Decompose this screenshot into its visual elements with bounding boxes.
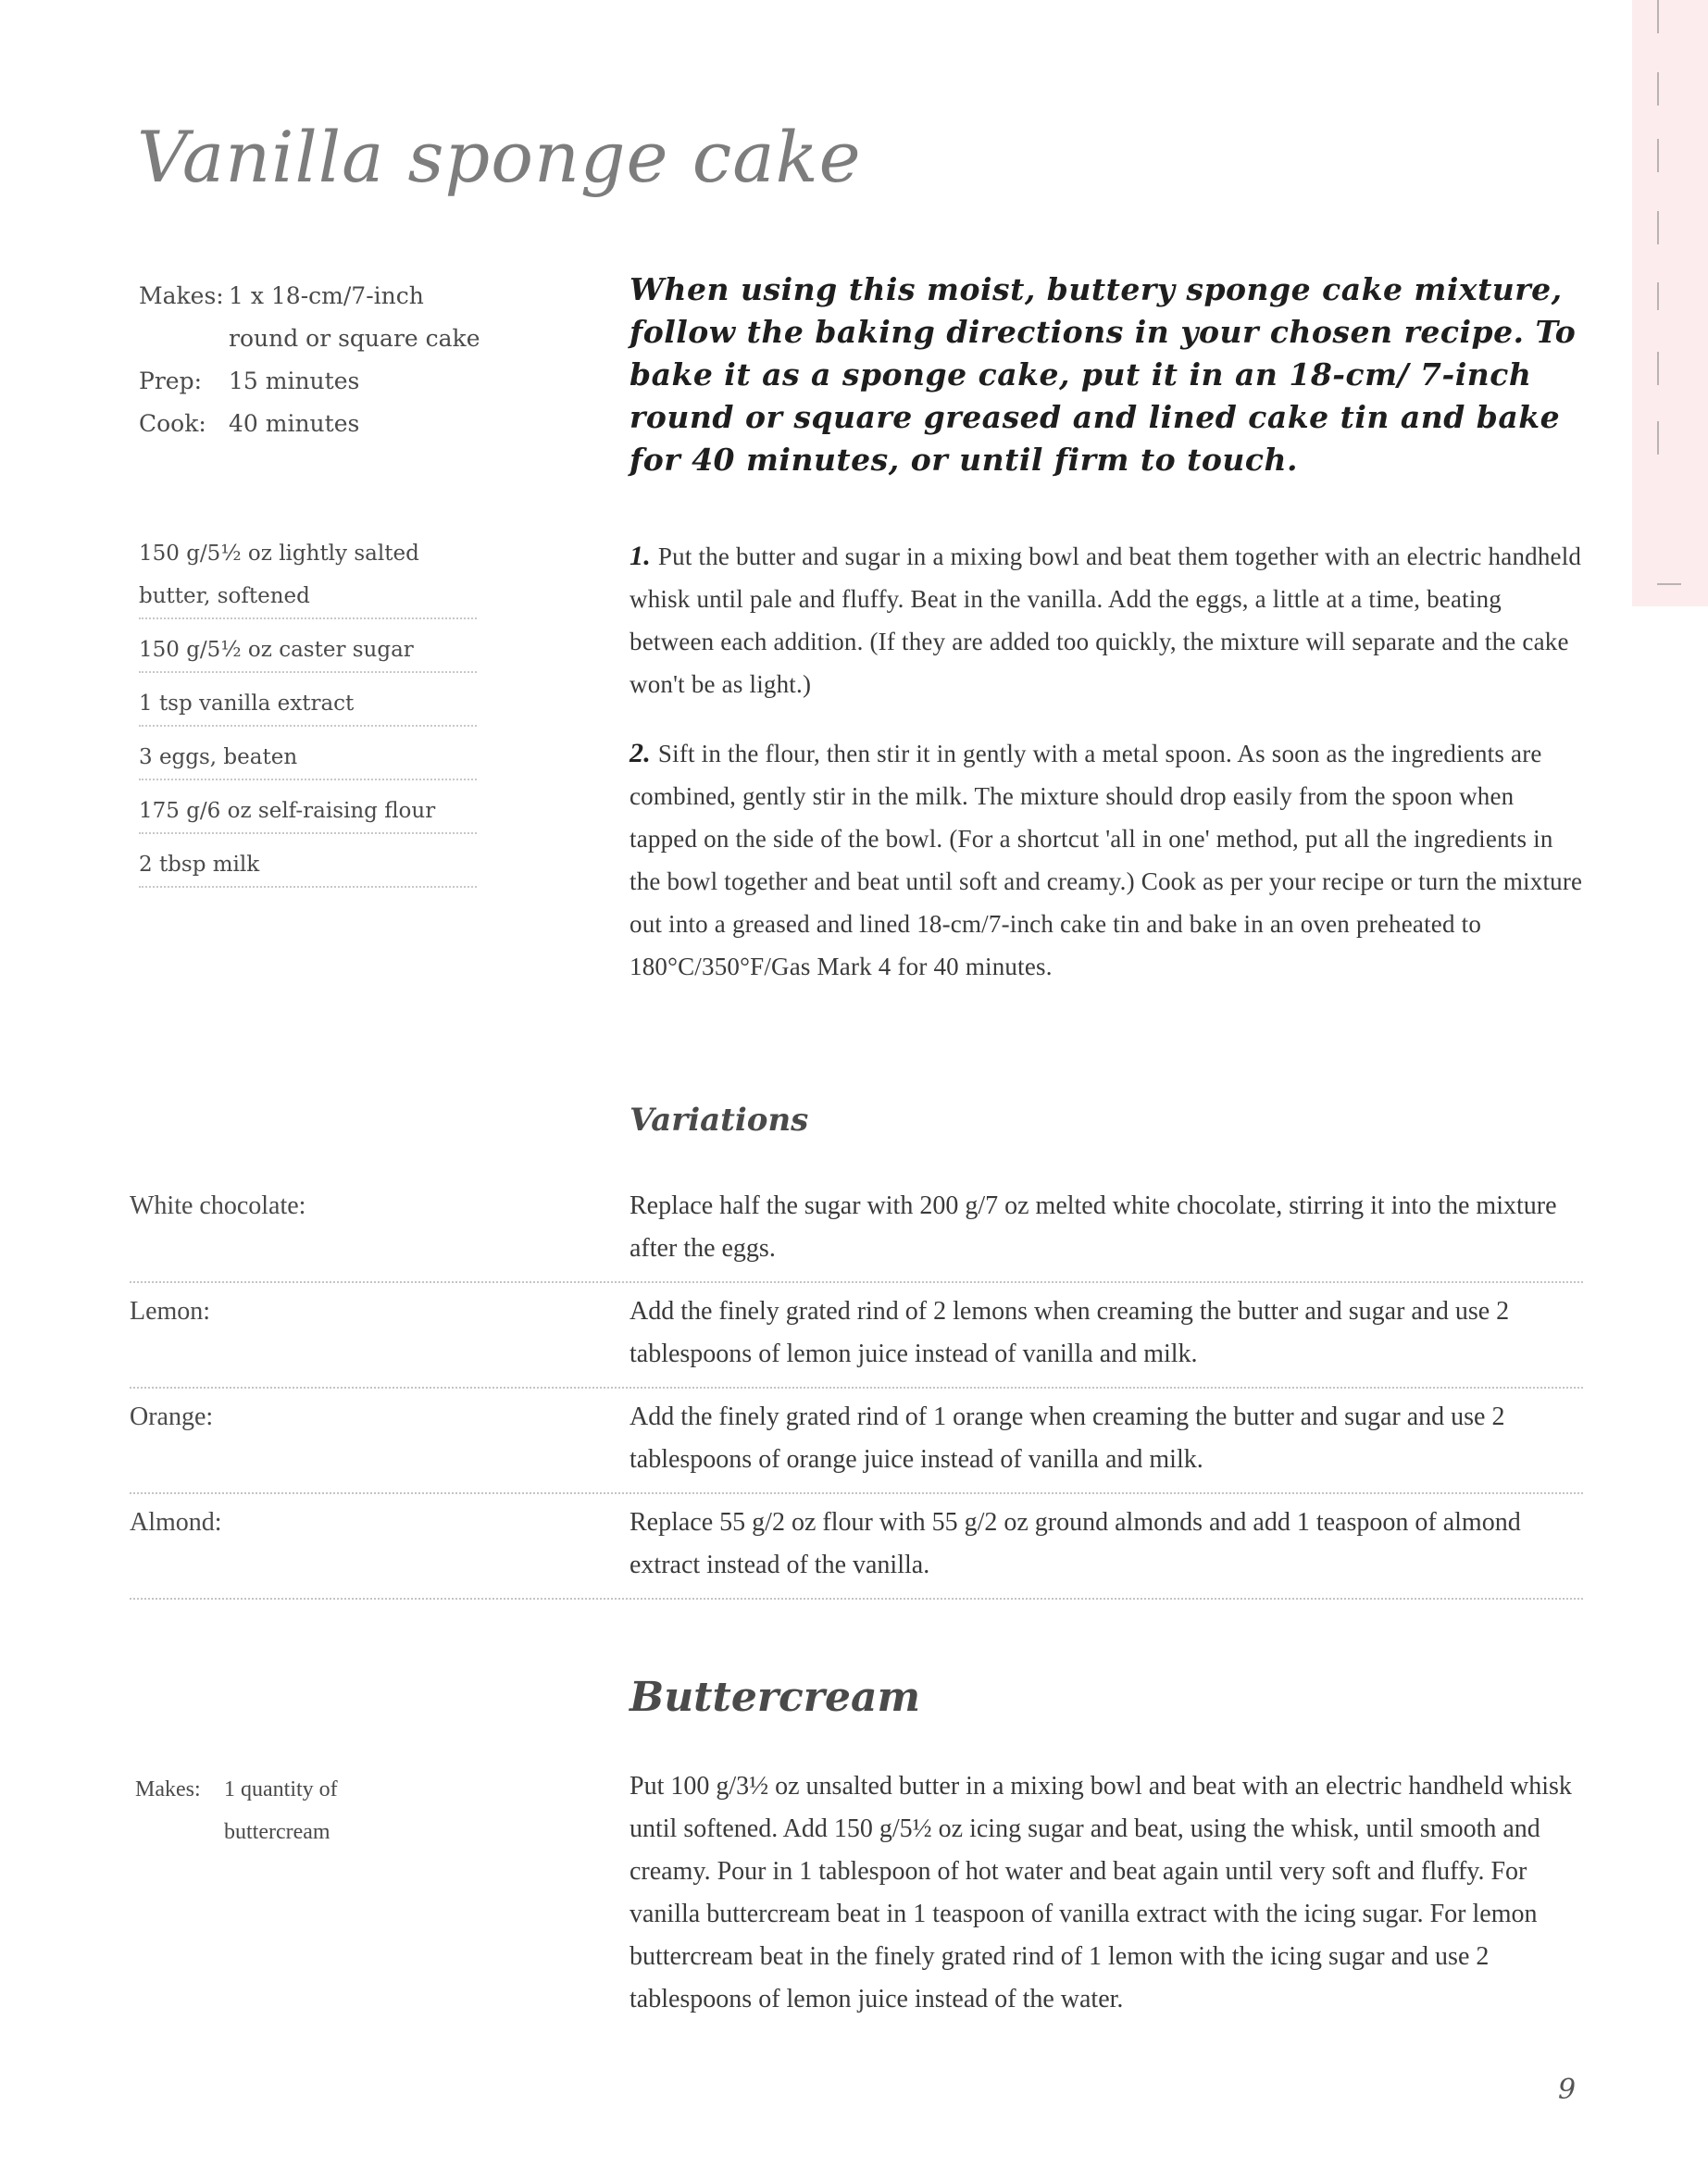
- variation-text: Replace half the sugar with 200 g/7 oz melted white chocolate, stirring it into the mixture after the eggs.: [630, 1191, 1557, 1263]
- meta-row: [139, 318, 480, 360]
- meta-row: [139, 360, 480, 403]
- page-number: 9: [1558, 2074, 1577, 2106]
- recipe-meta: [139, 275, 480, 445]
- meta-value: 15 minutes: [229, 368, 360, 394]
- meta-row: [135, 1768, 338, 1811]
- buttercream-heading: Buttercream: [630, 1674, 921, 1721]
- variations-heading: Variations: [630, 1102, 809, 1139]
- step-text: Put the butter and sugar in a mixing bowl and beat them together with an electric handheld whisk until pale and fluffy. Beat in the vanilla. Add the eggs, a little at a time, beating between each addition. (If they are added too quickly, the mixture will separate and the cake won't be as light.): [630, 542, 1582, 698]
- ingredient-item: 2 tbsp milk: [139, 834, 477, 888]
- ingredient-item: 3 eggs, beaten: [139, 727, 477, 780]
- variation-row: [130, 1178, 1583, 1283]
- buttercream-method: Put 100 g/3½ oz unsalted butter in a mixing bowl and beat with an electric handheld whisk until softened. Add 150 g/5½ oz icing sugar and beat, using the whisk, until smooth and creamy. Pour in 1 tablespoon of hot water and beat again until very soft and fluffy. For vanilla buttercream beat in 1 teaspoon of vanilla extract with the icing sugar. For lemon buttercream beat in the finely grated rind of 1 lemon with the icing sugar and use 2 tablespoons of lemon juice instead of the water.: [630, 1772, 1572, 2013]
- method-step: [630, 732, 1583, 988]
- meta-value: round or square cake: [229, 325, 480, 352]
- buttercream-meta: [135, 1768, 338, 1853]
- meta-value: 40 minutes: [229, 410, 360, 437]
- variation-row: [130, 1283, 1583, 1389]
- method-step: [630, 535, 1583, 705]
- variation-label: Lemon:: [130, 1297, 211, 1326]
- meta-label: [135, 1811, 224, 1853]
- tab-tick-foot: [1657, 583, 1681, 585]
- tab-tick-mark: [1657, 139, 1659, 172]
- variation-row: [130, 1494, 1583, 1600]
- variation-row: [130, 1389, 1583, 1494]
- ingredient-item: 175 g/6 oz self-raising flour: [139, 780, 477, 834]
- tab-tick-mark: [1657, 352, 1659, 385]
- variation-label: Almond:: [130, 1508, 222, 1537]
- step-number: 2.: [630, 738, 651, 768]
- ingredient-item: 1 tsp vanilla extract: [139, 673, 477, 727]
- ingredient-item: 150 g/5½ oz lightly salted butter, softened: [139, 532, 477, 619]
- step-text: Sift in the flour, then stir it in gently with a metal spoon. As soon as the ingredients are combined, gently stir in the milk. The mixture should drop easily from the spoon when tapped on the side of the bowl. (For a shortcut 'all in one' method, put all the ingredients in the bowl together and beat until soft and creamy.) Cook as per your recipe or turn the mixture out into a greased and lined 18-cm/7-inch cake tin and bake in an oven preheated to 180°C/350°F/Gas Mark 4 for 40 minutes.: [630, 740, 1583, 980]
- recipe-intro: When using this moist, buttery sponge cake mixture, follow the baking directions in your chosen recipe. To bake it as a sponge cake, put it in an 18-cm/ 7-inch round or square greased and lined cake tin and bake for 40 minutes, or until firm to touch.: [630, 271, 1577, 478]
- meta-label: Prep:: [139, 368, 202, 394]
- tab-tick-mark: [1657, 0, 1659, 33]
- variation-text: Replace 55 g/2 oz flour with 55 g/2 oz ground almonds and add 1 teaspoon of almond extract instead of the vanilla.: [630, 1508, 1521, 1579]
- meta-label: Makes:: [135, 1777, 201, 1801]
- meta-label: [139, 318, 229, 360]
- page-title: Vanilla sponge cake: [137, 116, 862, 198]
- ingredient-list: [139, 532, 477, 888]
- meta-value: 1 x 18-cm/7-inch: [229, 282, 424, 309]
- tab-tick-mark: [1657, 421, 1659, 455]
- tab-tick-mark: [1657, 282, 1659, 310]
- meta-row: [139, 403, 480, 445]
- tab-tick-mark: [1657, 72, 1659, 106]
- side-index-tab: [1632, 0, 1708, 606]
- meta-label: Cook:: [139, 410, 206, 437]
- step-number: 1.: [630, 541, 651, 571]
- variation-label: White chocolate:: [130, 1191, 306, 1220]
- meta-row: [135, 1811, 338, 1853]
- variations-table: [130, 1178, 1583, 1600]
- variation-text: Add the finely grated rind of 2 lemons when creaming the butter and sugar and use 2 tablespoons of lemon juice instead of vanilla and milk.: [630, 1297, 1510, 1368]
- meta-value: 1 quantity of: [224, 1777, 338, 1801]
- meta-row: [139, 275, 480, 318]
- meta-label: Makes:: [139, 282, 224, 309]
- variation-label: Orange:: [130, 1402, 214, 1431]
- variation-text: Add the finely grated rind of 1 orange when creaming the butter and sugar and use 2 tablespoons of orange juice instead of vanilla and milk.: [630, 1402, 1505, 1474]
- ingredient-item: 150 g/5½ oz caster sugar: [139, 619, 477, 673]
- tab-tick-mark: [1657, 211, 1659, 244]
- meta-value: buttercream: [224, 1820, 330, 1844]
